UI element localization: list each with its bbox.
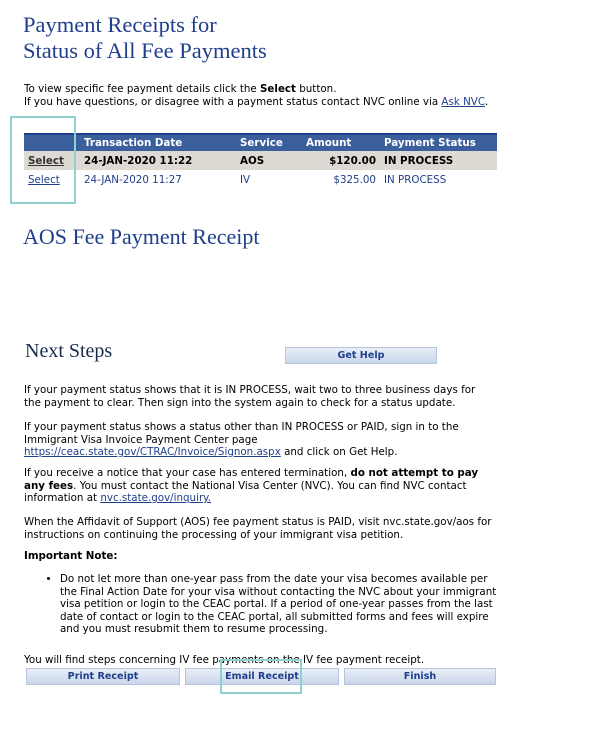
transaction-date: 24-JAN-2020 11:27 <box>84 173 182 186</box>
highlight-box-email <box>220 659 302 694</box>
paragraph-in-process: If your payment status shows that it is IN PROCESS, wait two to three business days for the payment to clear. Then sign into the system again to check for a status update. <box>24 384 476 409</box>
important-note-list <box>44 573 500 636</box>
paragraph-termination <box>24 467 494 505</box>
list-item: • Do not let more than one-year pass from the date your visa becomes available per the Final Action Date for your visa without contacting the NVC about your immigrant visa petition or login to the CEAC portal. If a period of one-year passes from the last date of contact or login to the CEAC portal, all submitted forms and fees will expire and you must resubmit them to resume processing. <box>60 573 500 636</box>
intro-text: If you have questions, or disagree with a payment status contact NVC online via <box>24 96 442 108</box>
amount: $325.00 <box>333 173 376 186</box>
payment-status: IN PROCESS <box>384 173 447 186</box>
intro-line1 <box>24 83 336 95</box>
paragraph-other-status <box>24 421 494 459</box>
intro-text-end: . <box>485 96 489 108</box>
page-title-line1: Payment Receipts for <box>23 12 217 37</box>
table-row <box>24 170 497 189</box>
intro-text-end: button. <box>295 83 337 95</box>
header-transaction-date: Transaction Date <box>80 134 236 151</box>
select-link[interactable]: Select <box>28 173 60 186</box>
transaction-date: 24-JAN-2020 11:22 <box>80 151 236 170</box>
intro-line2 <box>24 96 488 108</box>
get-help-button[interactable]: Get Help <box>285 347 437 364</box>
table-row <box>24 151 497 170</box>
print-receipt-button[interactable]: Print Receipt <box>26 668 180 685</box>
header-amount: Amount <box>302 134 380 151</box>
fee-payments-table <box>24 133 497 189</box>
intro-text: To view specific fee payment details click the <box>24 83 261 95</box>
header-payment-status: Payment Status <box>380 134 497 151</box>
p3-text-mid: . You must contact the National Visa Center (NVC). You can find NVC contact information at <box>24 479 467 504</box>
finish-button[interactable]: Finish <box>344 668 496 685</box>
page-title-line2: Status of All Fee Payments <box>23 38 267 63</box>
p3-text: If you receive a notice that your case has entered termination, <box>24 467 351 479</box>
payment-status: IN PROCESS <box>380 151 497 170</box>
table-header-row <box>24 134 497 151</box>
intro-select-bold: Select <box>260 83 296 95</box>
ask-nvc-link[interactable]: Ask NVC <box>441 96 486 108</box>
select-link[interactable]: Select <box>28 154 64 167</box>
p2-text: If your payment status shows a status other than IN PROCESS or PAID, sign in to the Immigrant Visa Invoice Payment Center page <box>24 421 459 446</box>
highlight-box-select <box>10 116 76 204</box>
next-steps-title: Next Steps <box>25 340 113 362</box>
aos-receipt-title: AOS Fee Payment Receipt <box>23 224 260 249</box>
amount: $120.00 <box>302 151 380 170</box>
p2-text-end: and click on Get Help. <box>280 446 398 458</box>
email-receipt-button[interactable]: Email Receipt <box>185 668 339 685</box>
invoice-signon-link[interactable]: https://ceac.state.gov/CTRAC/Invoice/Signon.aspx <box>24 446 281 458</box>
footer-text: You will find steps concerning IV fee payments on the IV fee payment receipt. <box>24 654 425 666</box>
header-service: Service <box>236 134 302 151</box>
nvc-inquiry-link[interactable]: nvc.state.gov/inquiry. <box>100 492 212 504</box>
service: IV <box>240 173 251 186</box>
p3-bold: do not attempt to pay any fees <box>24 467 479 492</box>
paragraph-aos-paid: When the Affidavit of Support (AOS) fee payment status is PAID, visit nvc.state.gov/aos for instructions on continuing the processing of your immigrant visa petition. <box>24 516 492 541</box>
important-note-label: Important Note: <box>24 550 118 562</box>
service: AOS <box>236 151 302 170</box>
